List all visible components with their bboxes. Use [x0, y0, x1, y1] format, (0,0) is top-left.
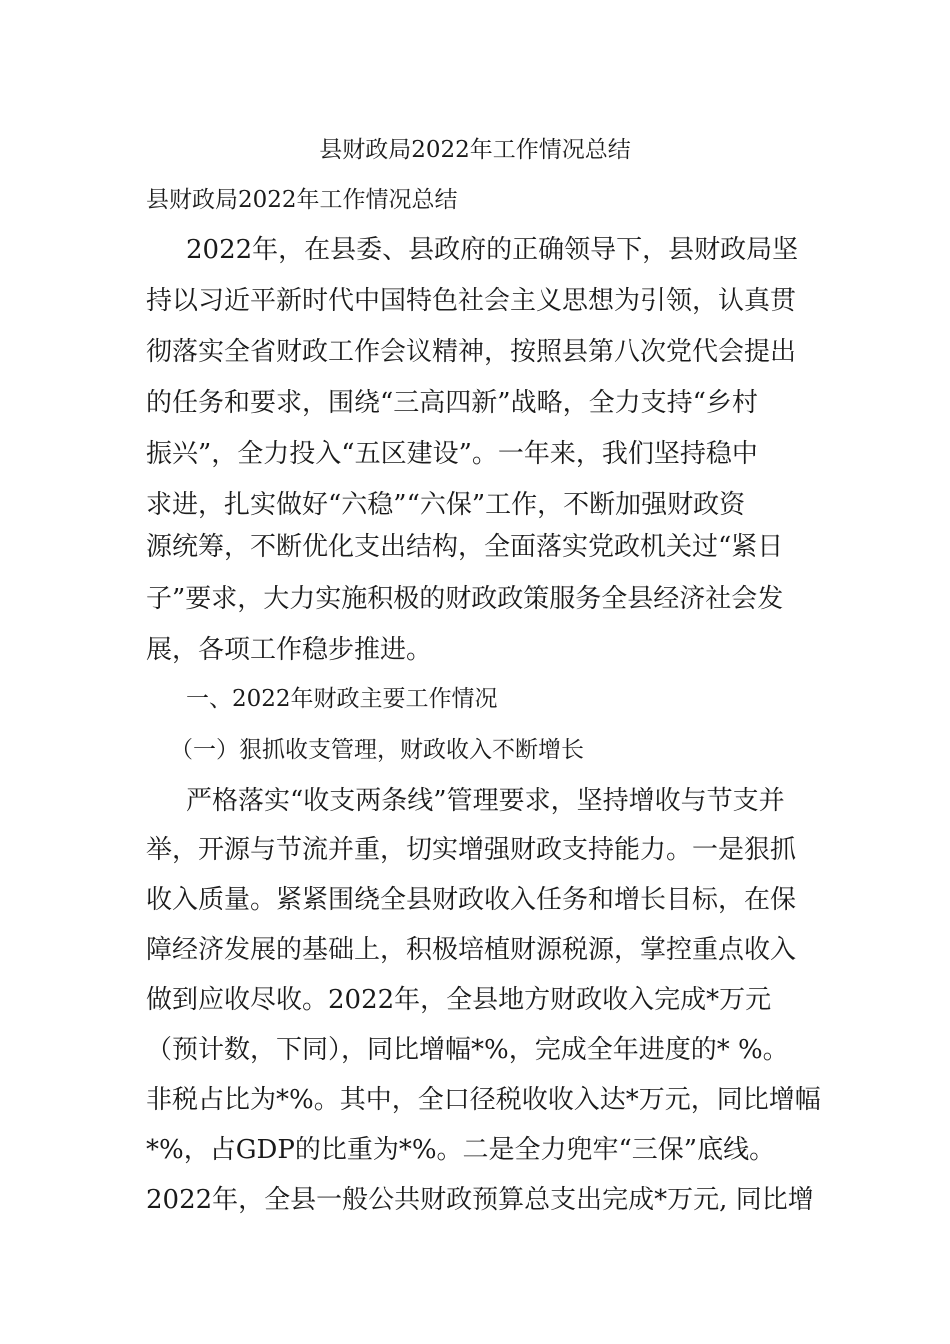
paragraph-line: 做到应收尽收。2022年，全县地方财政收入完成*万元	[146, 985, 772, 1015]
section-subheading: （一）狠抓收支管理，财政收入不断增长	[170, 737, 584, 763]
paragraph-line: 源统筹，不断优化支出结构，全面落实党政机关过“紧日	[146, 532, 784, 562]
paragraph-line: 持以习近平新时代中国特色社会主义思想为引领，认真贯	[146, 286, 797, 316]
document-subtitle: 县财政局2022年工作情况总结	[146, 187, 458, 213]
paragraph-line: 展，各项工作稳步推进。	[146, 635, 433, 665]
paragraph-line: 收入质量。紧紧围绕全县财政收入任务和增长目标，在保	[146, 885, 797, 915]
paragraph-line: 障经济发展的基础上，积极培植财源税源，掌控重点收入	[146, 935, 797, 965]
paragraph-line: 的任务和要求，围绕“三高四新”战略，全力支持“乡村	[146, 388, 758, 418]
section-heading: 一、2022年财政主要工作情况	[186, 686, 498, 712]
paragraph-line: 2022年，在县委、县政府的正确领导下，县财政局坚	[186, 235, 799, 265]
paragraph-line: 求进，扎实做好“六稳”“六保”工作，不断加强财政资	[146, 490, 746, 520]
paragraph-line: 举，开源与节流并重，切实增强财政支持能力。一是狠抓	[146, 835, 797, 865]
paragraph-line: 振兴”，全力投入“五区建设”。一年来，我们坚持稳中	[146, 439, 758, 469]
paragraph-line: 2022年，全县一般公共财政预算总支出完成*万元, 同比增	[146, 1185, 814, 1215]
paragraph-line: 非税占比为*%。其中，全口径税收收入达*万元，同比增幅	[146, 1085, 821, 1115]
paragraph-line: 严格落实“收支两条线”管理要求，坚持增收与节支并	[186, 786, 785, 816]
document-title: 县财政局2022年工作情况总结	[319, 137, 631, 163]
paragraph-line: *%，占GDP的比重为*%。二是全力兜牢“三保”底线。	[146, 1135, 776, 1165]
paragraph-line: 子”要求，大力实施积极的财政政策服务全县经济社会发	[146, 584, 784, 614]
paragraph-line: 彻落实全省财政工作会议精神，按照县第八次党代会提出	[146, 337, 797, 367]
paragraph-line: （预计数，下同），同比增幅*%，完成全年进度的* %。	[146, 1035, 789, 1065]
